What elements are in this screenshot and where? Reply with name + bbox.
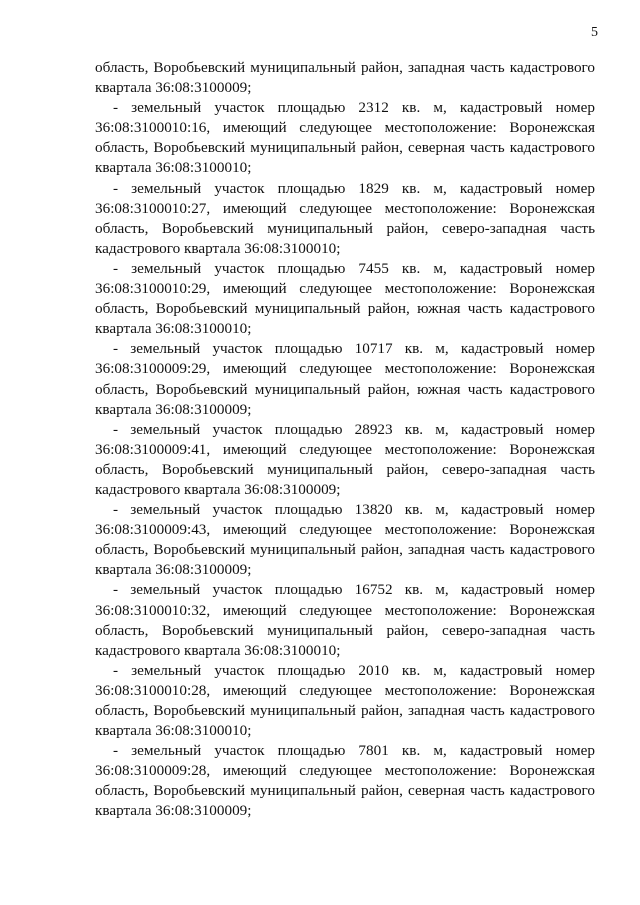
list-item-land-plot-6: - земельный участок площадью 13820 кв. м, кадастровый номер 36:08:3100009:43, имеющий следующее местоположение: Воронежская область, Воробьевский муниципальный район, западная часть кадастрового квартала 36:08:3100009; [95, 501, 595, 579]
list-item-land-plot-9: - земельный участок площадью 7801 кв. м, кадастровый номер 36:08:3100009:28, имеющий следующее местоположение: Воронежская область, Воробьевский муниципальный район, северная часть кадастрового квартала 36:08:3100009; [95, 742, 595, 820]
document-body [95, 58, 595, 822]
list-item-land-plot-8: - земельный участок площадью 2010 кв. м, кадастровый номер 36:08:3100010:28, имеющий следующее местоположение: Воронежская область, Воробьевский муниципальный район, западная часть кадастрового квартала 36:08:3100010; [95, 661, 595, 740]
list-item-land-plot-4: - земельный участок площадью 10717 кв. м, кадастровый номер 36:08:3100009:29, имеющий следующее местоположение: Воронежская область, Воробьевский муниципальный район, южная часть кадастрового квартала 36:08:3100009; [95, 340, 595, 418]
paragraph-continuation: область, Воробьевский муниципальный район, западная часть кадастрового квартала 36:08:3100009; [95, 59, 595, 97]
list-item-land-plot-7: - земельный участок площадью 16752 кв. м, кадастровый номер 36:08:3100010:32, имеющий следующее местоположение: Воронежская область, Воробьевский муниципальный район, северо-западная часть кадастрового квартала 36:08:3100010; [95, 581, 595, 659]
list-item-land-plot-2: - земельный участок площадью 1829 кв. м, кадастровый номер 36:08:3100010:27, имеющий следующее местоположение: Воронежская область, Воробьевский муниципальный район, северо-западная часть кадастрового квартала 36:08:3100010; [95, 179, 595, 257]
page-number: 5 [591, 25, 598, 40]
list-item-land-plot-3: - земельный участок площадью 7455 кв. м, кадастровый номер 36:08:3100010:29, имеющий следующее местоположение: Воронежская область, Воробьевский муниципальный район, южная часть кадастрового квартала 36:08:3100010; [95, 259, 595, 338]
list-item-land-plot-5: - земельный участок площадью 28923 кв. м, кадастровый номер 36:08:3100009:41, имеющий следующее местоположение: Воронежская область, Воробьевский муниципальный район, северо-западная часть кадастрового квартала 36:08:3100009; [95, 420, 595, 498]
list-item-land-plot-1: - земельный участок площадью 2312 кв. м, кадастровый номер 36:08:3100010:16, имеющий следующее местоположение: Воронежская область, Воробьевский муниципальный район, северная часть кадастрового квартала 36:08:3100010; [95, 99, 595, 177]
